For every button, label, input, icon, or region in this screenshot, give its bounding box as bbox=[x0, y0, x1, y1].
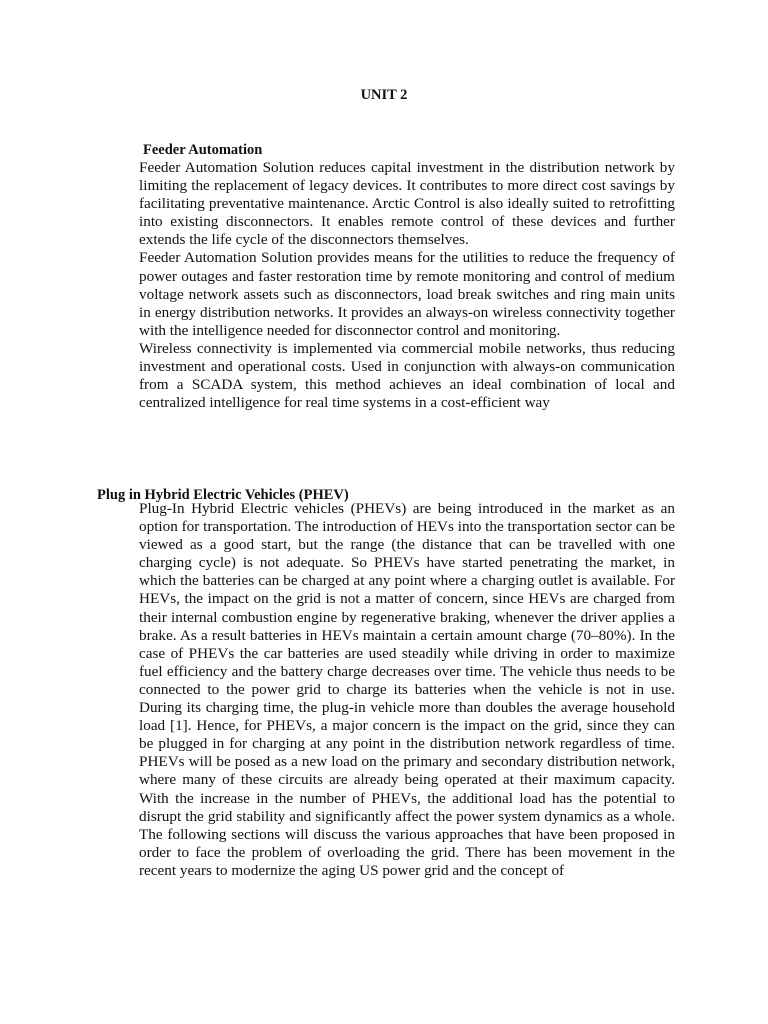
paragraph-feeder-1: Feeder Automation Solution reduces capital investment in the distribution network by limiting the replacement of legacy devices. It contributes to more direct cost savings by facilitating preventative maintenance. Arctic Control is also ideally suited to retrofitting into existing disconnectors. It enables remote control of these devices and further extends the life cycle of the disconnectors themselves. bbox=[139, 159, 675, 249]
section-feeder-automation bbox=[139, 141, 675, 412]
section-phev bbox=[139, 500, 675, 880]
unit-title: UNIT 2 bbox=[360, 87, 408, 103]
paragraph-phev-1: Plug-In Hybrid Electric vehicles (PHEVs) are being introduced in the market as an option for transportation. The introduction of HEVs into the transportation sector can be viewed as a good start, but the range (the distance that can be travelled with one charging cycle) is not adequate. So PHEVs have started penetrating the market, in which the batteries can be charged at any point where a charging outlet is available. For HEVs, the impact on the grid is not a matter of concern, since HEVs are charged from their internal combustion engine by regenerative braking, whenever the driver applies a brake. As a result batteries in HEVs maintain a certain amount charge (70–80%). In the case of PHEVs the car batteries are used steadily while driving in order to maximize fuel efficiency and the battery charge decreases over time. The vehicle thus needs to be connected to the power grid to charge its batteries when the vehicle is not in use. During its charging time, the plug-in vehicle more than doubles the average household load [1]. Hence, for PHEVs, a major concern is the impact on the grid, since they can be plugged in for charging at any point in the distribution network regardless of time. PHEVs will be posed as a new load on the primary and secondary distribution network, where many of these circuits are already being operated at their maximum capacity. With the increase in the number of PHEVs, the additional load has the potential to disrupt the grid stability and significantly affect the power system dynamics as a whole. The following sections will discuss the various approaches that have been proposed in order to face the problem of overloading the grid. There has been movement in the recent years to modernize the aging US power grid and the concept of bbox=[139, 500, 675, 879]
section-heading-phev: Plug in Hybrid Electric Vehicles (PHEV) bbox=[97, 487, 349, 503]
paragraph-feeder-3: Wireless connectivity is implemented via commercial mobile networks, thus reducing investment and operational costs. Used in conjunction with always-on communication from a SCADA system, this method achieves an ideal combination of local and centralized intelligence for real time systems in a cost-efficient way bbox=[139, 339, 675, 412]
section-heading-feeder-automation: Feeder Automation bbox=[143, 142, 263, 158]
paragraph-feeder-2: Feeder Automation Solution provides means for the utilities to reduce the frequency of power outages and faster restoration time by remote monitoring and control of medium voltage network assets such as disconnectors, load break switches and ring main units in energy distribution networks. It provides an always-on wireless connectivity together with the intelligence needed for disconnector control and monitoring. bbox=[139, 249, 675, 339]
